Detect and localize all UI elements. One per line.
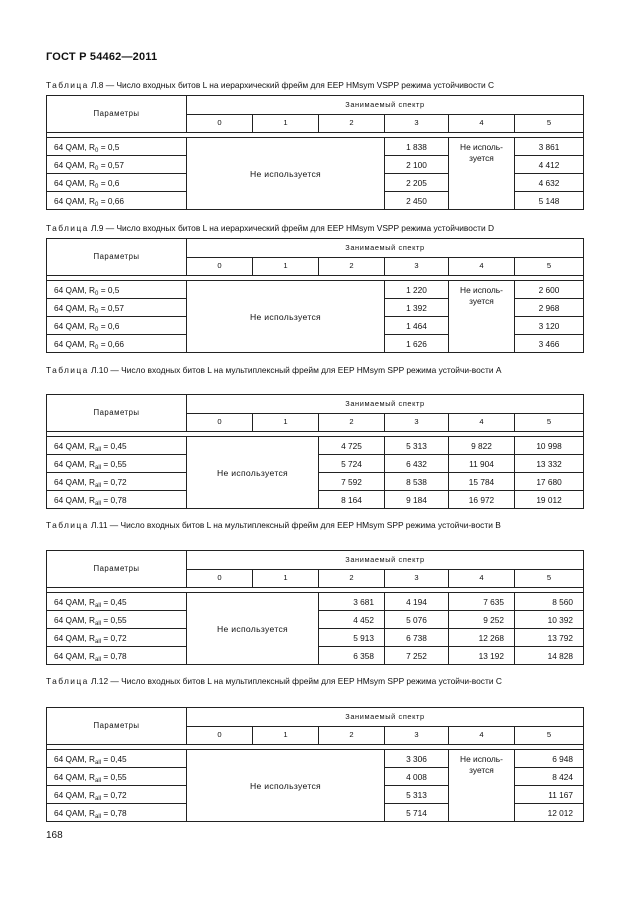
col-header: 1	[253, 257, 319, 276]
value-cell: 1 220	[385, 281, 449, 299]
value-cell: 7 252	[385, 647, 449, 665]
value-cell: 13 192	[449, 647, 515, 665]
not-used-cell: Не используется	[187, 281, 385, 353]
value-cell: 2 968	[515, 299, 584, 317]
col-header: 2	[319, 413, 385, 432]
col-header: 4	[449, 257, 515, 276]
value-cell: 13 332	[515, 455, 584, 473]
param-cell: 64 QAM, $R_{all} = 0,45$	[47, 593, 187, 611]
table-title: Л.10 — Число входных битов L на мультиплексный фрейм для EEP HMsym SPP режима устойчи-вости А	[88, 365, 502, 375]
param-cell: 64 QAM, $R_0 = 0,6$	[47, 317, 187, 335]
table-label: Таблица	[46, 676, 89, 686]
value-cell: 4 194	[385, 593, 449, 611]
value-cell: 5 913	[319, 629, 385, 647]
table-row	[47, 138, 584, 156]
table-label: Таблица	[46, 80, 89, 90]
document-header: ГОСТ Р 54462—2011	[46, 51, 158, 63]
col-header: 0	[187, 569, 253, 588]
value-cell: 8 560	[515, 593, 584, 611]
table-label: Таблица	[46, 223, 89, 233]
params-header: Параметры	[47, 395, 187, 432]
params-header: Параметры	[47, 96, 187, 133]
value-cell: 11 167	[515, 786, 584, 804]
value-cell: 5 724	[319, 455, 385, 473]
value-cell: 4 632	[515, 174, 584, 192]
col-header: 1	[253, 569, 319, 588]
value-cell: 2 205	[385, 174, 449, 192]
page-number: 168	[46, 830, 63, 841]
value-cell: 6 738	[385, 629, 449, 647]
param-cell: 64 QAM, $R_0 = 0,5$	[47, 138, 187, 156]
table-label: Таблица	[46, 520, 89, 530]
value-cell: 9 184	[385, 491, 449, 509]
col-header: 3	[385, 114, 449, 133]
value-cell: 12 268	[449, 629, 515, 647]
data-table-l11	[46, 550, 584, 665]
col-header: 0	[187, 114, 253, 133]
col-header: 0	[187, 726, 253, 745]
value-cell: 9 252	[449, 611, 515, 629]
col-header: 4	[449, 726, 515, 745]
table-caption	[46, 519, 583, 532]
table-caption	[46, 364, 583, 377]
data-table-l8	[46, 95, 584, 210]
param-cell: 64 QAM, $R_0 = 0,66$	[47, 192, 187, 210]
col-header: 5	[515, 569, 584, 588]
table-title: Л.12 — Число входных битов L на мультиплексный фрейм для EEP HMsym SPP режима устойчи-вости С	[88, 676, 502, 686]
value-cell: 11 904	[449, 455, 515, 473]
col-header: 0	[187, 257, 253, 276]
value-cell: 14 828	[515, 647, 584, 665]
value-cell: 10 998	[515, 437, 584, 455]
col-header: 1	[253, 726, 319, 745]
param-cell: 64 QAM, $R_0 = 0,5$	[47, 281, 187, 299]
col-header: 3	[385, 569, 449, 588]
table-row	[47, 281, 584, 299]
col-header: 2	[319, 114, 385, 133]
params-header: Параметры	[47, 239, 187, 276]
value-cell: 8 424	[515, 768, 584, 786]
value-cell: 7 635	[449, 593, 515, 611]
value-cell: 6 358	[319, 647, 385, 665]
not-used-cell: Не исполь- зуется	[449, 138, 515, 210]
col-header: 5	[515, 726, 584, 745]
value-cell: 13 792	[515, 629, 584, 647]
value-cell: 5 076	[385, 611, 449, 629]
table-caption	[46, 675, 583, 688]
value-cell: 7 592	[319, 473, 385, 491]
table-label: Таблица	[46, 365, 89, 375]
value-cell: 8 538	[385, 473, 449, 491]
value-cell: 1 464	[385, 317, 449, 335]
value-cell: 5 313	[385, 437, 449, 455]
table-title: Л.8 — Число входных битов L на иерархический фрейм для EEP HMsym VSPP режима устойчивости С	[88, 80, 495, 90]
value-cell: 2 100	[385, 156, 449, 174]
col-header: 3	[385, 413, 449, 432]
table-row	[47, 437, 584, 455]
col-header: 4	[449, 114, 515, 133]
value-cell: 2 600	[515, 281, 584, 299]
col-header: 3	[385, 257, 449, 276]
param-cell: 64 QAM, $R_{all} = 0,45$	[47, 750, 187, 768]
spectrum-header: Занимаемый спектр	[187, 551, 584, 570]
table-title: Л.9 — Число входных битов L на иерархический фрейм для EEP HMsym VSPP режима устойчивости D	[88, 223, 495, 233]
data-table-l9	[46, 238, 584, 353]
not-used-cell: Не исполь- зуется	[449, 281, 515, 353]
value-cell: 3 306	[385, 750, 449, 768]
value-cell: 9 822	[449, 437, 515, 455]
value-cell: 5 714	[385, 804, 449, 822]
col-header: 4	[449, 413, 515, 432]
value-cell: 5 148	[515, 192, 584, 210]
param-cell: 64 QAM, $R_{all} = 0,55$	[47, 611, 187, 629]
param-cell: 64 QAM, $R_0 = 0,57$	[47, 156, 187, 174]
value-cell: 2 450	[385, 192, 449, 210]
param-cell: 64 QAM, $R_{all} = 0,78$	[47, 804, 187, 822]
col-header: 5	[515, 413, 584, 432]
value-cell: 4 725	[319, 437, 385, 455]
value-cell: 16 972	[449, 491, 515, 509]
value-cell: 4 412	[515, 156, 584, 174]
param-cell: 64 QAM, $R_{all} = 0,78$	[47, 491, 187, 509]
value-cell: 10 392	[515, 611, 584, 629]
table-caption	[46, 222, 583, 235]
spectrum-header: Занимаемый спектр	[187, 96, 584, 115]
param-cell: 64 QAM, $R_0 = 0,66$	[47, 335, 187, 353]
value-cell: 15 784	[449, 473, 515, 491]
col-header: 1	[253, 413, 319, 432]
col-header: 5	[515, 257, 584, 276]
param-cell: 64 QAM, $R_{all} = 0,55$	[47, 455, 187, 473]
param-cell: 64 QAM, $R_0 = 0,6$	[47, 174, 187, 192]
param-cell: 64 QAM, $R_{all} = 0,55$	[47, 768, 187, 786]
param-cell: 64 QAM, $R_{all} = 0,72$	[47, 629, 187, 647]
col-header: 1	[253, 114, 319, 133]
value-cell: 8 164	[319, 491, 385, 509]
spectrum-header: Занимаемый спектр	[187, 395, 584, 414]
table-caption	[46, 79, 583, 92]
value-cell: 1 392	[385, 299, 449, 317]
table-title: Л.11 — Число входных битов L на мультиплексный фрейм для EEP HMsym SPP режима устойчи-вости В	[88, 520, 501, 530]
value-cell: 3 466	[515, 335, 584, 353]
params-header: Параметры	[47, 708, 187, 745]
param-cell: 64 QAM, $R_{all} = 0,78$	[47, 647, 187, 665]
table-row	[47, 750, 584, 768]
not-used-cell: Не используется	[187, 750, 385, 822]
col-header: 4	[449, 569, 515, 588]
value-cell: 4 008	[385, 768, 449, 786]
params-header: Параметры	[47, 551, 187, 588]
col-header: 0	[187, 413, 253, 432]
param-cell: 64 QAM, $R_{all} = 0,72$	[47, 473, 187, 491]
col-header: 2	[319, 569, 385, 588]
param-cell: 64 QAM, $R_{all} = 0,45$	[47, 437, 187, 455]
value-cell: 6 948	[515, 750, 584, 768]
table-row	[47, 593, 584, 611]
value-cell: 17 680	[515, 473, 584, 491]
col-header: 2	[319, 257, 385, 276]
spectrum-header: Занимаемый спектр	[187, 708, 584, 727]
value-cell: 6 432	[385, 455, 449, 473]
not-used-cell: Не используется	[187, 437, 319, 509]
col-header: 5	[515, 114, 584, 133]
value-cell: 3 681	[319, 593, 385, 611]
spectrum-header: Занимаемый спектр	[187, 239, 584, 258]
value-cell: 19 012	[515, 491, 584, 509]
not-used-cell: Не исполь- зуется	[449, 750, 515, 822]
param-cell: 64 QAM, $R_0 = 0,57$	[47, 299, 187, 317]
not-used-cell: Не используется	[187, 138, 385, 210]
col-header: 3	[385, 726, 449, 745]
col-header: 2	[319, 726, 385, 745]
value-cell: 3 120	[515, 317, 584, 335]
value-cell: 5 313	[385, 786, 449, 804]
value-cell: 3 861	[515, 138, 584, 156]
not-used-cell: Не используется	[187, 593, 319, 665]
data-table-l12	[46, 707, 584, 822]
data-table-l10	[46, 394, 584, 509]
value-cell: 1 838	[385, 138, 449, 156]
value-cell: 12 012	[515, 804, 584, 822]
value-cell: 4 452	[319, 611, 385, 629]
value-cell: 1 626	[385, 335, 449, 353]
param-cell: 64 QAM, $R_{all} = 0,72$	[47, 786, 187, 804]
